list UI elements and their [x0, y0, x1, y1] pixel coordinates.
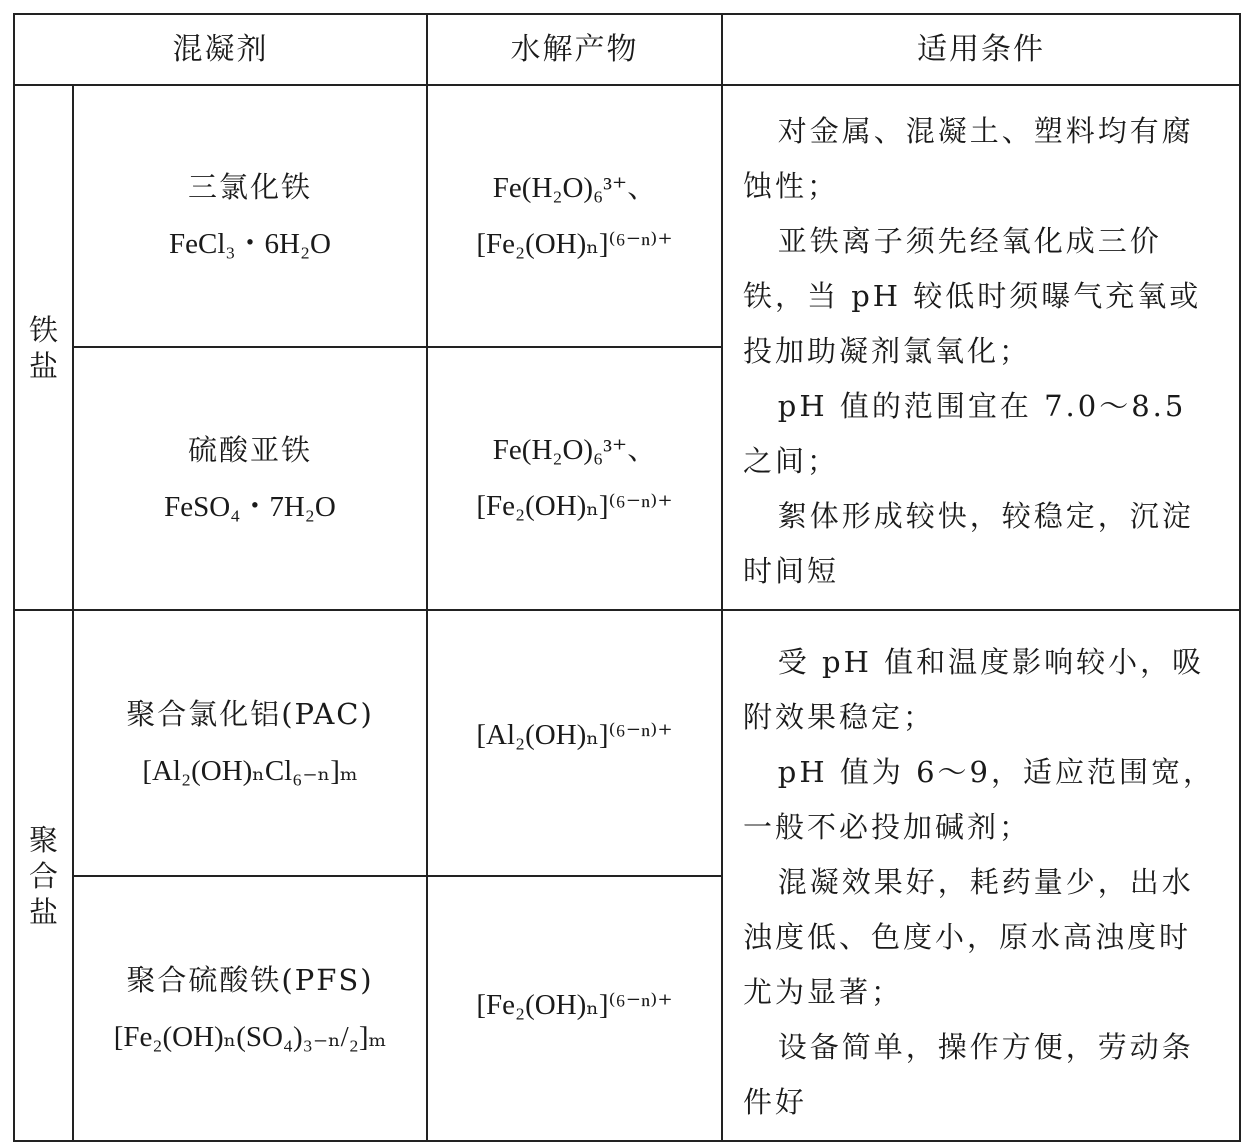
hydrolysis-product: [Al₂(OH)ₙ]⁽⁶⁻ⁿ⁾⁺: [427, 610, 722, 876]
condition-text: 亚铁离子须先经氧化成三价铁，当 pH 较低时须曝气充氧或投加助凝剂氯氧化；: [743, 224, 1202, 368]
coagulant-formula: FeSO₄・7H₂O: [164, 490, 336, 523]
condition-text: 混凝效果好，耗药量少，出水浊度低、色度小，原水高浊度时尤为显著；: [743, 865, 1194, 1009]
group-label-polymer-salt: 聚合盐: [14, 610, 73, 1141]
table-row: [14, 610, 1240, 876]
coagulant-cell: [73, 876, 427, 1142]
conditions-iron-salt: [722, 85, 1240, 610]
hydrolysis-product: Fe(H₂O)₆³⁺、[Fe₂(OH)ₙ]⁽⁶⁻ⁿ⁾⁺: [427, 347, 722, 610]
hydrolysis-product: Fe(H₂O)₆³⁺、[Fe₂(OH)ₙ]⁽⁶⁻ⁿ⁾⁺: [427, 85, 722, 347]
coagulant-formula: [Al₂(OH)ₙCl₆₋ₙ]ₘ: [142, 755, 358, 788]
condition-text: 设备简单，操作方便，劳动条件好: [743, 1030, 1194, 1119]
coagulant-cell: [73, 347, 427, 610]
group-label-iron-salt: 铁盐: [14, 85, 73, 610]
condition-text: pH 值为 6～9，适应范围宽，一般不必投加碱剂；: [743, 755, 1215, 844]
coagulant-formula: [Fe₂(OH)ₙ(SO₄)₃₋ₙ/₂]ₘ: [113, 1020, 387, 1053]
condition-text: 对金属、混凝土、塑料均有腐蚀性；: [743, 114, 1194, 203]
coagulant-name: 聚合氯化铝(PAC): [126, 697, 374, 732]
conditions-polymer-salt: [722, 610, 1240, 1141]
coagulant-name: 聚合硫酸铁(PFS): [126, 962, 374, 997]
coagulant-name: 硫酸亚铁: [187, 432, 312, 467]
header-coagulant: 混凝剂: [14, 14, 427, 85]
header-conditions: 适用条件: [722, 14, 1240, 85]
hydrolysis-product: [Fe₂(OH)ₙ]⁽⁶⁻ⁿ⁾⁺: [427, 876, 722, 1142]
coagulant-cell: [73, 610, 427, 876]
condition-text: 絮体形成较快，较稳定，沉淀时间短: [743, 499, 1194, 588]
coagulant-cell: [73, 85, 427, 347]
condition-text: pH 值的范围宜在 7.0～8.5 之间；: [743, 389, 1187, 478]
condition-text: 受 pH 值和温度影响较小，吸附效果稳定；: [743, 645, 1205, 734]
header-row: [14, 14, 1240, 85]
table-row: [14, 85, 1240, 347]
coagulant-formula: FeCl₃・6H₂O: [168, 228, 331, 261]
header-hydrolysis-product: 水解产物: [427, 14, 722, 85]
coagulant-table: [13, 13, 1241, 1142]
coagulant-name: 三氯化铁: [187, 170, 312, 205]
